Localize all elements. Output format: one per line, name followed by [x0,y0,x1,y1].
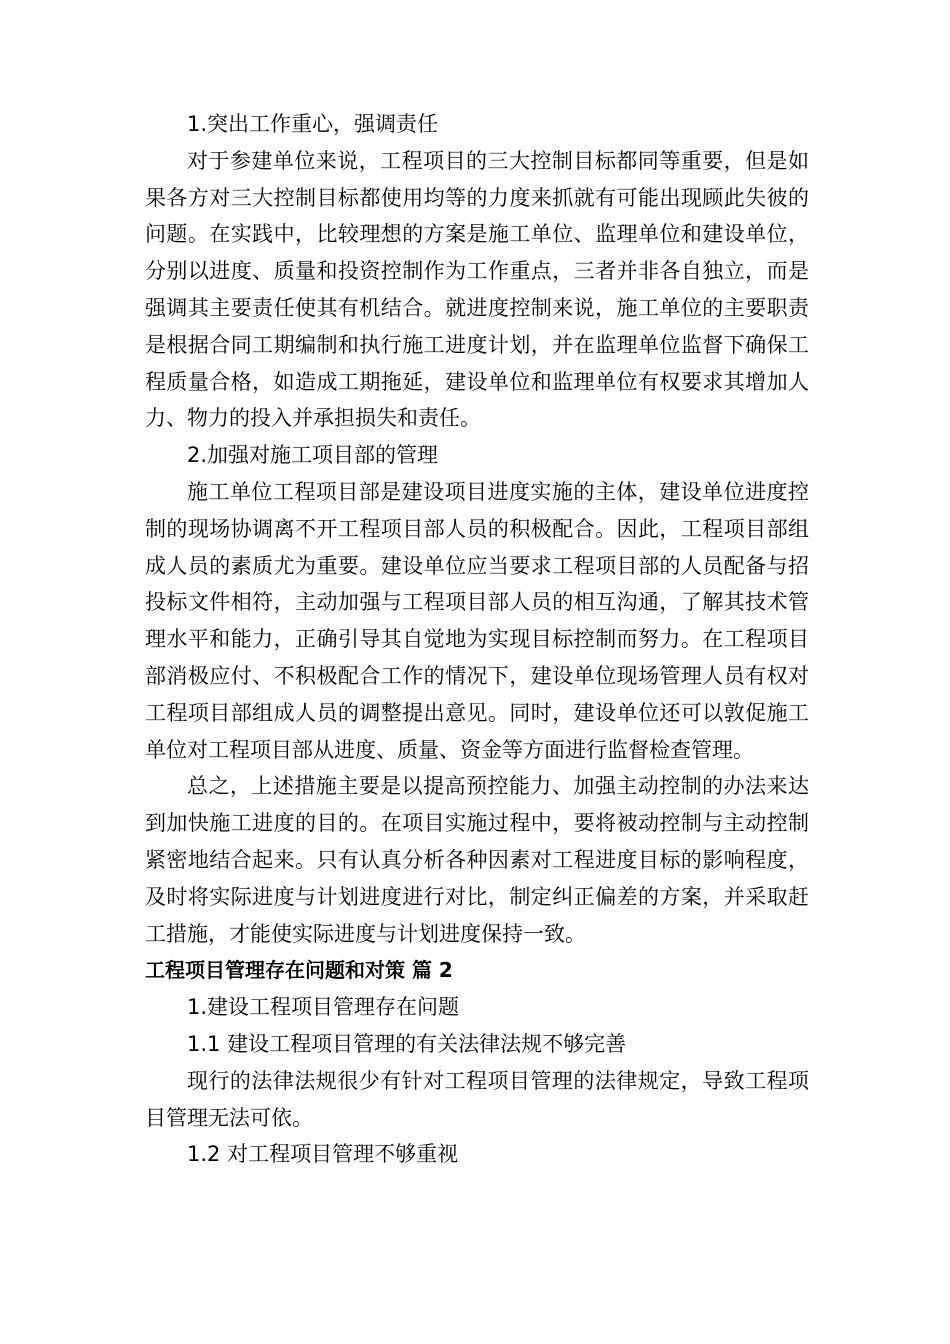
subsection-1-2-title: 1.2 对工程项目管理不够重视 [187,1142,459,1167]
article-heading: 工程项目管理存在问题和对策 篇 2 [145,958,453,983]
subsection-1-1-paragraph: 现行的法律法规很少有针对工程项目管理的法律规定，导致工程项目管理无法可依。 [145,1068,809,1130]
section-1-paragraph: 对于参建单位来说，工程项目的三大控制目标都同等重要，但是如果各方对三大控制目标都使用均等的力度来抓就有可能出现顾此失彼的问题。在实践中，比较理想的方案是施工单位、监理单位和建设单位，分别以进度、质量和投资控制作为工作重点，三者并非各自独立，而是强调其主要责任使其有机结合。就进度控制来说，施工单位的主要职责是根据合同工期编制和执行施工进度计划，并在监理单位监督下确保工程质量合格，如造成工期拖延，建设单位和监理单位有权要求其增加人力、物力的投入并承担损失和责任。 [145,148,809,431]
section-2-title: 2.加强对施工项目部的管理 [187,443,439,468]
subsection-1-title: 1.建设工程项目管理存在问题 [187,995,460,1020]
document-page [145,106,809,1173]
subsection-1-1-title: 1.1 建设工程项目管理的有关法律法规不够完善 [187,1031,627,1056]
summary-paragraph: 总之，上述措施主要是以提高预控能力、加强主动控制的办法来达到加快施工进度的目的。在项目实施过程中，要将被动控制与主动控制紧密地结合起来。只有认真分析各种因素对工程进度目标的影响程度，及时将实际进度与计划进度进行对比，制定纠正偏差的方案，并采取赶工措施，才能使实际进度与计划进度保持一致。 [145,774,809,946]
section-2-paragraph: 施工单位工程项目部是建设项目进度实施的主体，建设单位进度控制的现场协调离不开工程项目部人员的积极配合。因此，工程项目部组成人员的素质尤为重要。建设单位应当要求工程项目部的人员配备与招投标文件相符，主动加强与工程项目部人员的相互沟通，了解其技术管理水平和能力，正确引导其自觉地为实现目标控制而努力。在工程项目部消极应付、不积极配合工作的情况下，建设单位现场管理人员有权对工程项目部组成人员的调整提出意见。同时，建设单位还可以敦促施工单位对工程项目部从进度、质量、资金等方面进行监督检查管理。 [145,479,809,762]
section-1-title: 1.突出工作重心，强调责任 [187,112,439,136]
